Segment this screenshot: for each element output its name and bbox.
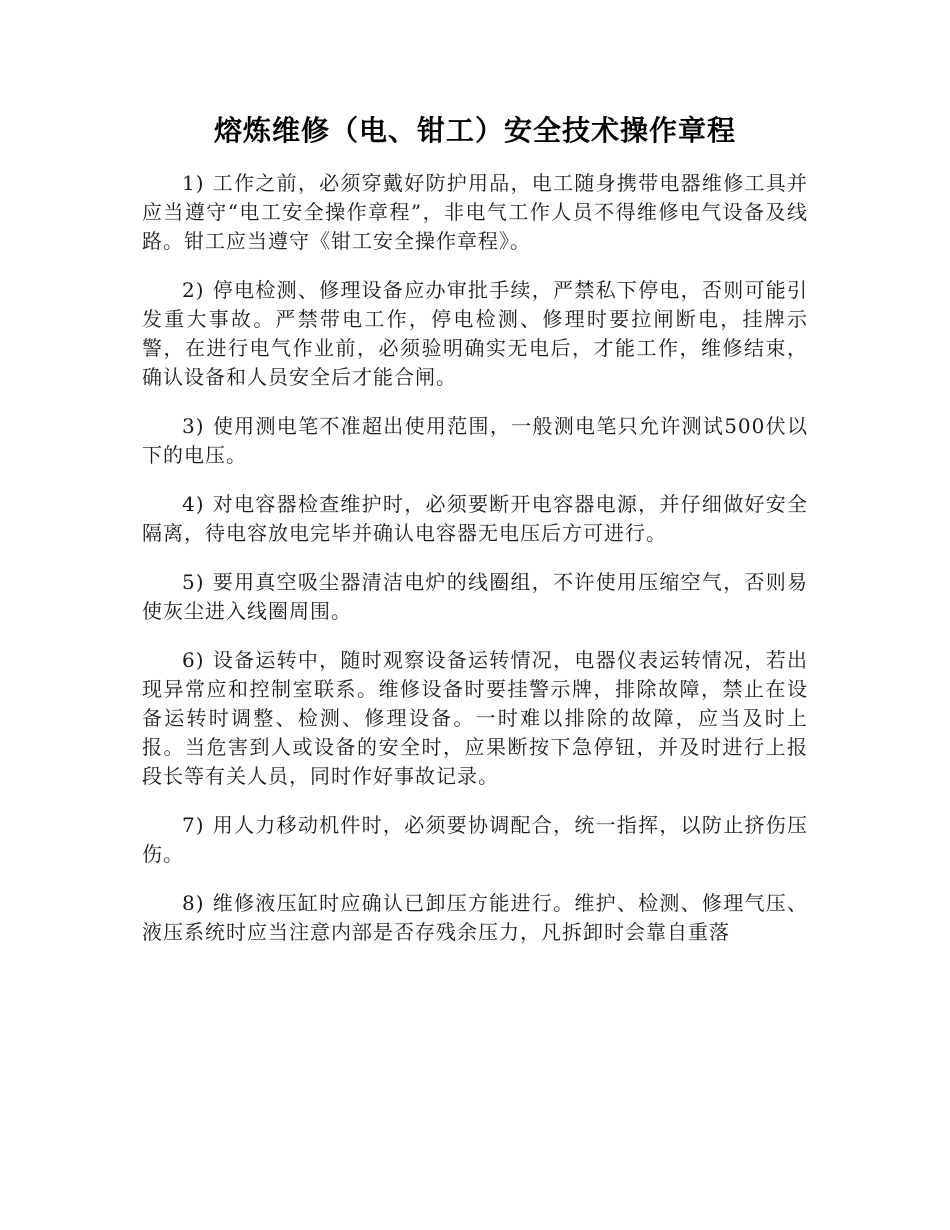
paragraph-5 [142,568,808,626]
paragraph-text: 使用测电笔不准超出使用范围，一般测电笔只允许测试500伏以下的电压。 [142,414,808,467]
paragraph-text: 用人力移动机件时，必须要协调配合，统一指挥，以防止挤伤压伤。 [142,813,808,866]
paragraph-7 [142,811,808,869]
document-title: 熔炼维修（电、钳工）安全技术操作章程 [213,114,736,147]
paragraph-3 [142,412,808,470]
paragraph-number: 8) [182,891,205,915]
paragraph-8 [142,889,808,947]
paragraph-text: 停电检测、修理设备应办审批手续，严禁私下停电，否则可能引发重大事故。严禁带电工作，停电检测、修理时要拉闸断电，挂牌示警，在进行电气作业前，必须验明确实无电后，才能工作，维修结束，确认设备和人员安全后才能合闸。 [142,278,808,389]
paragraph-number: 7) [182,813,205,837]
paragraph-number: 4) [182,492,205,516]
paragraph-number: 5) [182,570,205,594]
paragraph-2 [142,276,808,392]
paragraph-text: 要用真空吸尘器清洁电炉的线圈组，不许使用压缩空气，否则易使灰尘进入线圈周围。 [142,570,808,623]
paragraph-text: 对电容器检查维护时，必须要断开电容器电源，并仔细做好安全隔离，待电容放电完毕并确认电容器无电压后方可进行。 [142,492,808,545]
paragraph-text: 工作之前，必须穿戴好防护用品，电工随身携带电器维修工具并应当遵守“电工安全操作章程”，非电气工作人员不得维修电气设备及线路。钳工应当遵守《钳工安全操作章程》。 [142,171,808,253]
paragraph-number: 3) [182,414,205,438]
paragraph-1 [142,169,808,256]
paragraph-number: 6) [182,648,205,672]
paragraph-text: 维修液压缸时应确认已卸压方能进行。维护、检测、修理气压、液压系统时应当注意内部是否存残余压力，凡拆卸时会靠自重落 [142,891,808,944]
paragraph-6 [142,646,808,791]
paragraph-number: 1) [182,171,205,195]
paragraph-4 [142,490,808,548]
document-body [142,169,808,967]
paragraph-number: 2) [182,278,205,302]
paragraph-text: 设备运转中，随时观察设备运转情况，电器仪表运转情况，若出现异常应和控制室联系。维修设备时要挂警示牌，排除故障，禁止在设备运转时调整、检测、修理设备。一时难以排除的故障，应当及时上报。当危害到人或设备的安全时，应果断按下急停钮，并及时进行上报段长等有关人员，同时作好事故记录。 [142,648,808,788]
